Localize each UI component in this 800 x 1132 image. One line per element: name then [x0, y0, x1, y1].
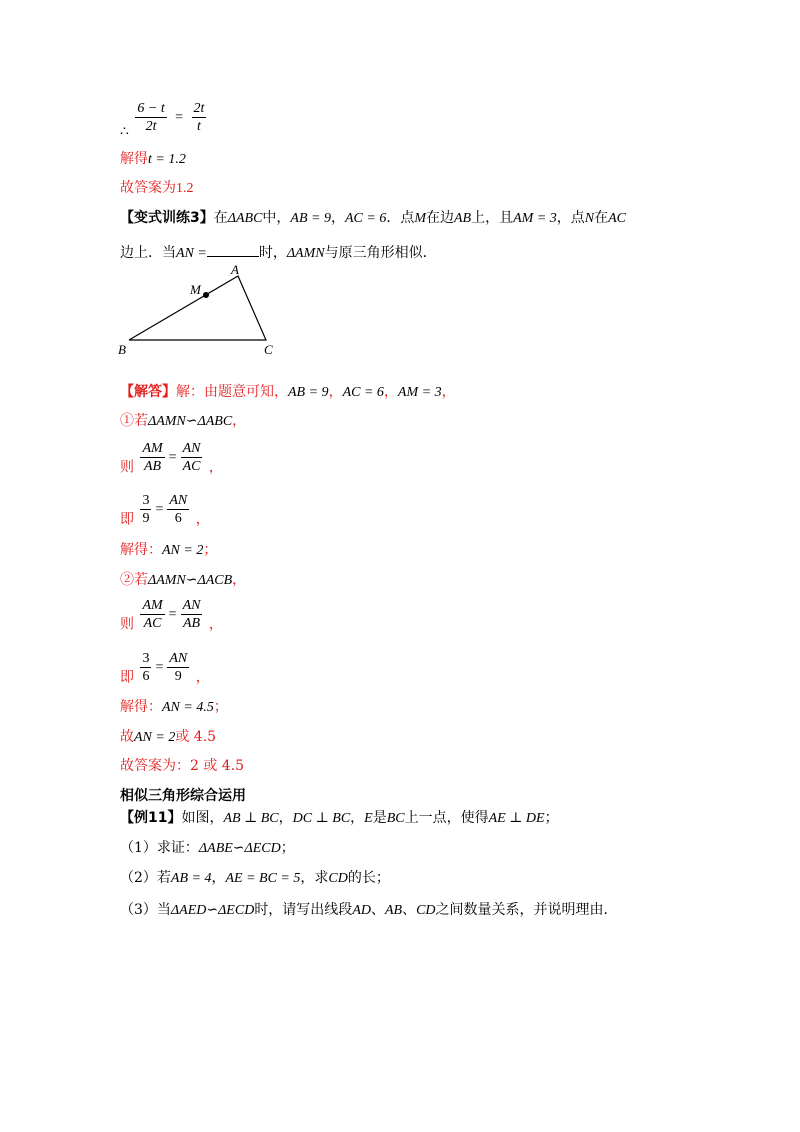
fraction-an-ac: $\frac{AN}{AC}$	[182, 441, 201, 474]
example-line: 【例11】如图，AB ⊥ BC，DC ⊥ BC，E是BC上一点，使得AE ⊥ DE；	[120, 810, 559, 826]
variant-line-2: 边上．当AN = 时，ΔAMN与原三角形相似．	[120, 242, 437, 264]
triangle-figure	[114, 262, 284, 362]
so-1-line: 即 $\frac{3}{9}$ = $\frac{AN}{6}$ ，	[120, 493, 210, 528]
section-title: 相似三角形综合运用	[120, 788, 246, 804]
fraction-left: $\frac{6 - t}{2t}$	[137, 101, 165, 134]
variant-tag: 【变式训练3】	[120, 210, 214, 226]
case-2-line: ②若ΔAMN∽ΔACB，	[120, 572, 247, 588]
question-1: （1）求证：ΔABE∽ΔECD；	[120, 840, 295, 856]
fraction-am-ac: $\frac{AM}{AC}$	[142, 598, 163, 631]
label-b: B	[118, 342, 126, 357]
fraction-am-ab: $\frac{AM}{AB}$	[142, 441, 163, 474]
fraction-an-6: $\frac{AN}{6}$	[169, 493, 188, 526]
label-m: M	[190, 282, 201, 297]
answer-t-line: 故答案为1.2	[120, 180, 194, 196]
question-3: （3）当ΔAED∽ΔECD时，请写出线段AD、AB、CD之间数量关系，并说明理由．	[120, 902, 618, 918]
point-m	[203, 292, 209, 298]
fraction-right: $\frac{2t}{t}$	[193, 101, 205, 134]
result-1-line: 解得：AN = 2；	[120, 542, 218, 558]
fraction-3-6: $\frac{3}{6}$	[142, 651, 150, 684]
fraction-an-9: $\frac{AN}{9}$	[169, 651, 188, 684]
label-a: A	[231, 262, 239, 277]
then-1-line: 则 $\frac{AM}{AB}$ = $\frac{AN}{AC}$ ，	[120, 441, 223, 476]
label-c: C	[264, 342, 273, 357]
result-2-line: 解得：AN = 4.5；	[120, 699, 228, 715]
final-answer-line: 故答案为：2 或 4.5	[120, 758, 245, 774]
example-tag: 【例11】	[120, 810, 182, 826]
case-1-line: ①若ΔAMN∽ΔABC，	[120, 413, 247, 429]
variant-line-1: 【变式训练3】在ΔABC中，AB = 9，AC = 6．点M在边AB上，且AM = 3，点N在AC	[120, 210, 627, 226]
answer-blank[interactable]	[207, 242, 259, 257]
question-2: （2）若AB = 4，AE = BC = 5，求CD的长；	[120, 870, 390, 886]
solution-tag: 【解答】	[120, 384, 176, 400]
conclusion-line: 故AN = 2或 4.5	[120, 729, 217, 745]
then-2-line: 则 $\frac{AM}{AC}$ = $\frac{AN}{AB}$ ，	[120, 598, 223, 633]
fraction-an-ab: $\frac{AN}{AB}$	[182, 598, 201, 631]
solution-intro: 【解答】解：由题意可知，AB = 9，AC = 6，AM = 3，	[120, 384, 456, 400]
fraction-3-9: $\frac{3}{9}$	[142, 493, 150, 526]
solve-t-line: 解得t = 1.2	[120, 151, 186, 167]
equation-line: ∴ $\frac{6 - t}{2t}$ = $\frac{2t}{t}$	[120, 101, 205, 140]
so-2-line: 即 $\frac{3}{6}$ = $\frac{AN}{9}$ ，	[120, 651, 210, 686]
therefore-symbol: ∴	[120, 123, 129, 140]
